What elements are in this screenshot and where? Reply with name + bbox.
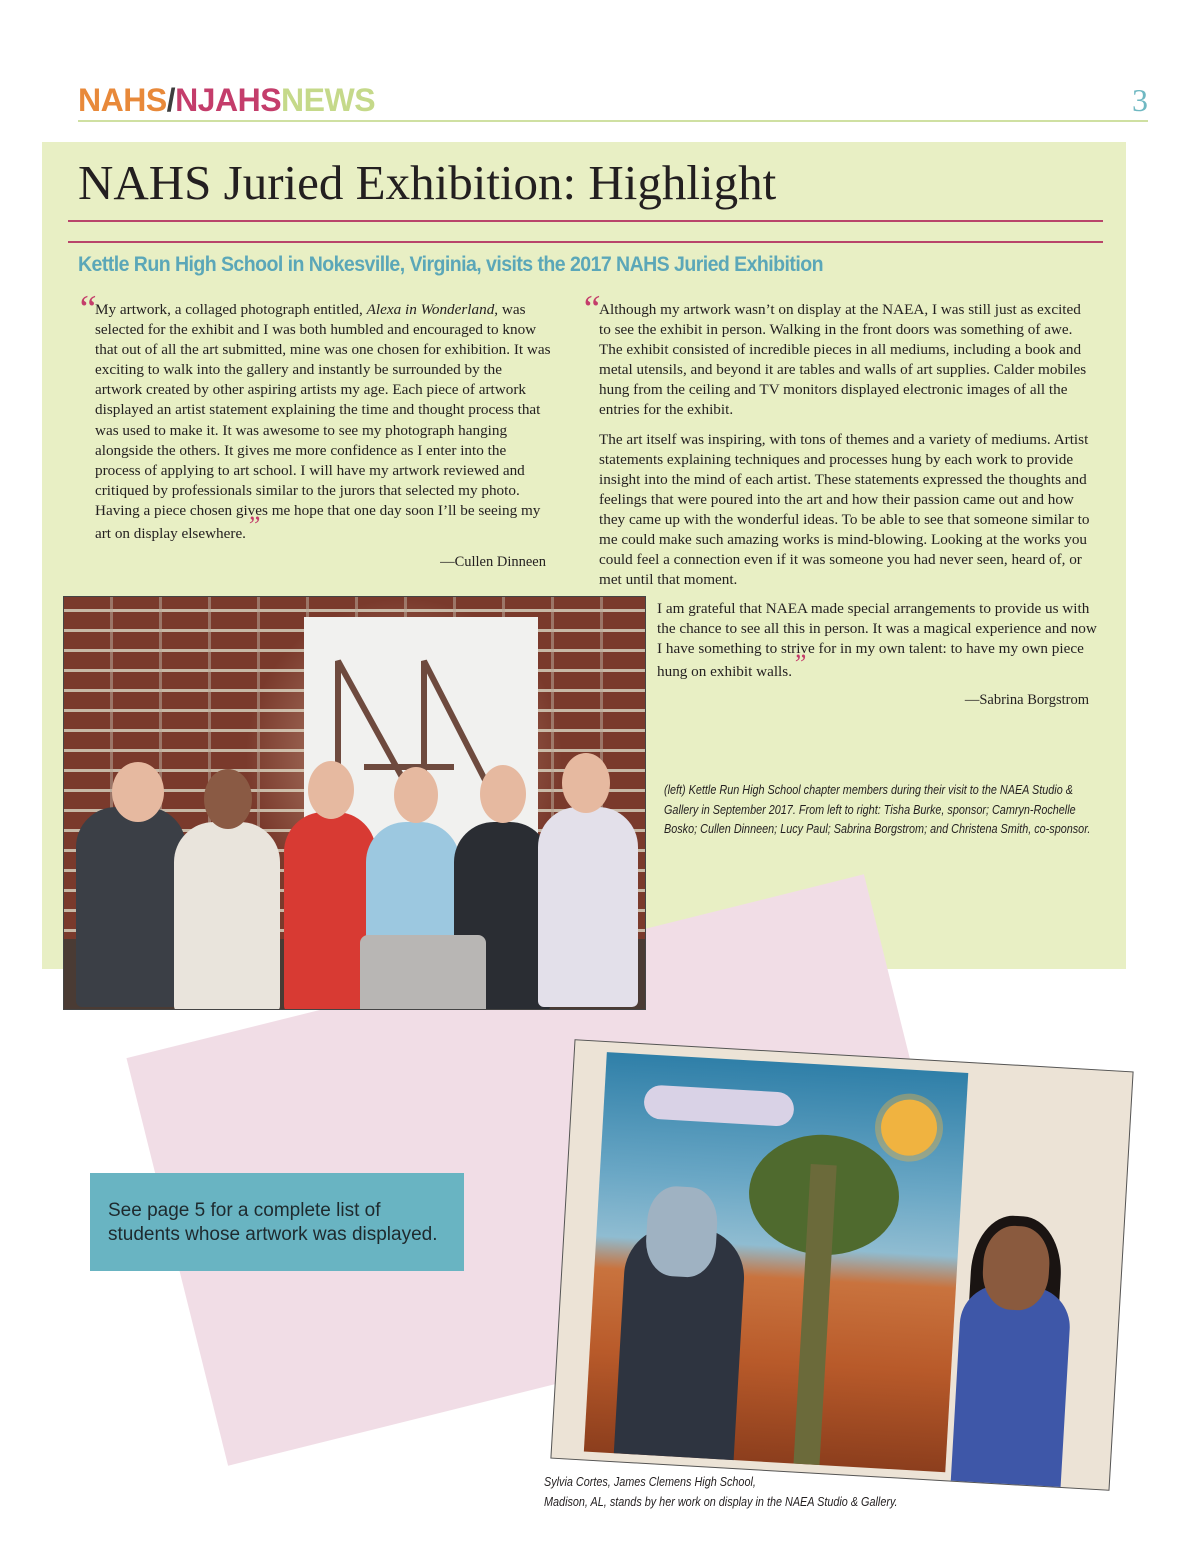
person-1 [76, 807, 186, 1007]
quote-sabrina-p2: The art itself was inspiring, with tons of themes and a variety of mediums. Artist statements explaining techniques and processes hung by each work to provide insight into the mind of each artist. These statements expressed the thoughts and feelings that were poured into the art and how their passion came out and how they came up with the wonderful ideas. To be able to see that someone similar to me could make such amazing works is mind-blowing. Looking at the works you could feel a connection even if it was someone you had never seen, heard of, or met until that moment. [599, 430, 1090, 589]
quote-sabrina [599, 300, 1095, 599]
group-photo [63, 596, 646, 1010]
quote-cullen [95, 300, 551, 553]
masthead-njahs: NJAHS [175, 82, 282, 118]
masthead-slash: / [166, 82, 176, 118]
chair [360, 935, 486, 1010]
student-figure [951, 1283, 1072, 1489]
painting-photo [550, 1039, 1133, 1491]
figure-head-shape [644, 1185, 719, 1279]
cloud-shape [643, 1084, 795, 1127]
person-2 [174, 822, 280, 1010]
callout-box [90, 1173, 464, 1271]
open-quote-icon: “ [76, 288, 98, 330]
quote-sabrina-p3-wrap [657, 599, 1097, 682]
photo-caption-group: (left) Kettle Run High School chapter members during their visit to the NAEA Studio & Gallery in September 2017. From left to right: Tisha Burke, sponsor; Camryn-Rochelle Bosko; Cullen Dinneen; Lucy Paul; Sabrina Borgstrom; and Christena Smith, co-sponsor. [664, 783, 1091, 836]
masthead-nahs: NAHS [78, 82, 167, 118]
close-quote-icon: ” [245, 511, 261, 541]
masthead [78, 80, 375, 120]
page-title: NAHS Juried Exhibition: Highlight [78, 155, 777, 210]
person-6 [538, 807, 638, 1007]
callout-text: See page 5 for a complete list of students whose artwork was displayed. [108, 1200, 438, 1245]
sun-shape [879, 1098, 938, 1157]
caption2-line2: Madison, AL, stands by her work on display in the NAEA Studio & Gallery. [544, 1494, 898, 1509]
article-subhead: Kettle Run High School in Nokesville, Virginia, visits the 2017 NAHS Juried Exhibition [78, 253, 823, 276]
page-number: 3 [1132, 82, 1148, 118]
signature-sabrina: —Sabrina Borgstrom [964, 692, 1089, 708]
quote-cullen-text [95, 300, 551, 544]
quote-sabrina-p3: I am grateful that NAEA made special arrangements to provide us with the chance to see all this in person. It was a magical experience and now I have something to strive for in my own talent: to have my own piece hung on exhibit walls. [657, 600, 1097, 681]
masthead-news: NEWS [281, 82, 376, 118]
quote-sabrina-p1: Although my artwork wasn’t on display at the NAEA, I was still just as excited to see the exhibit in person. Walking in the front doors was something of awe. The exhibit consisted of incredible pieces in all mediums, including a book and metal utensils, and beyond it are tables and walls of art supplies. Calder mobiles hung from the ceiling and TV monitors displayed electronic images of all the entries for the exhibit. [599, 301, 1087, 419]
close-quote-icon-2: ” [792, 649, 807, 679]
title-rule-bottom [68, 241, 1103, 243]
quote-sabrina-cont [657, 599, 1097, 691]
quote-cullen-pre: My artwork, a collaged photograph entitled, [95, 301, 367, 318]
signature-cullen: —Cullen Dinneen [440, 554, 546, 570]
caption2-line1: Sylvia Cortes, James Clemens High School, [544, 1475, 756, 1489]
masthead-rule [78, 120, 1148, 122]
title-rule-top [68, 220, 1103, 222]
painting-artwork [584, 1052, 968, 1472]
photo-caption-painting [544, 1473, 940, 1512]
quote-cullen-post: , was selected for the exhibit and I was both humbled and encouraged to know that out of all the art submitted, mine was one chosen for exhibition. It was exciting to walk into the gallery and instantly be surrounded by the artwork created by other aspiring artists my age. Each piece of artwork displayed an artist statement explaining the time and thought process that was used to make it. It was awesome to see my photograph hanging alongside the others. It gives me more confidence as I enter into the process of applying to art school. I will have my artwork reviewed and critiqued by professionals similar to the jurors that selected my photo. Having a piece chosen gives me hope that one day soon I’ll be seeing my art on display elsewhere. [95, 301, 551, 543]
open-quote-icon-2: “ [580, 288, 602, 330]
artwork-title: Alexa in Wonderland [366, 301, 495, 318]
